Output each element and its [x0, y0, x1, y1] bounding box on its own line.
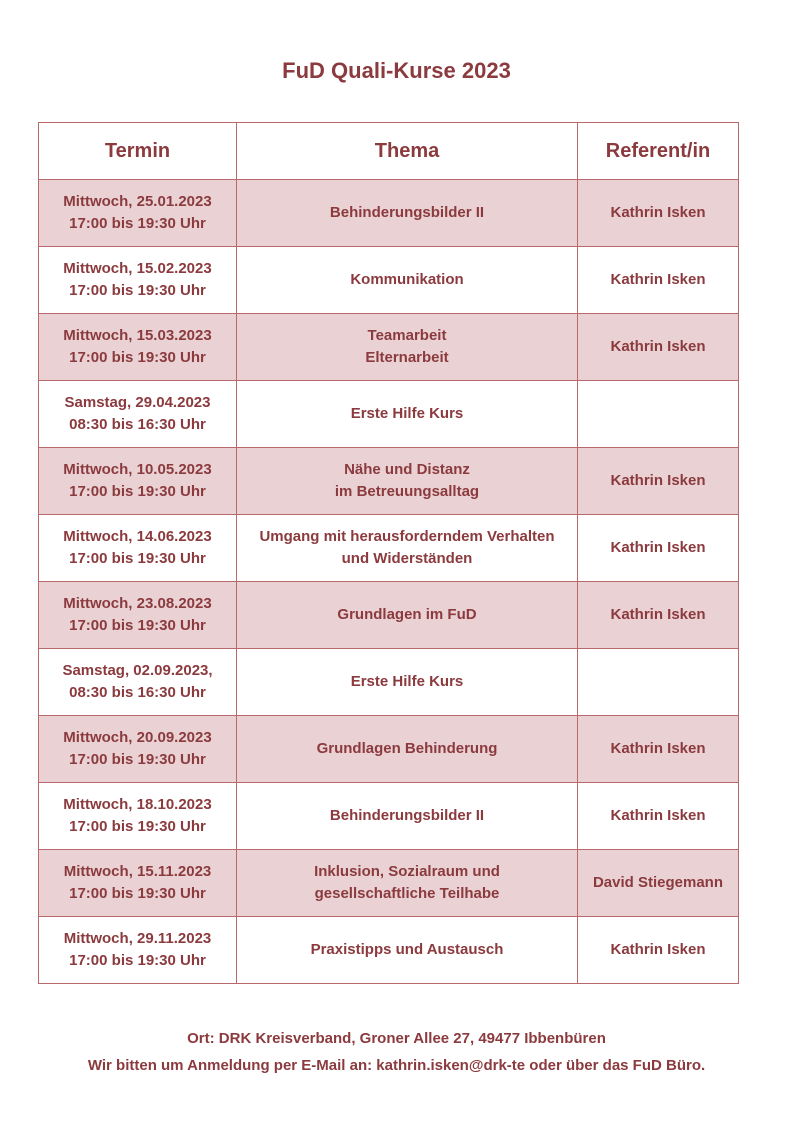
course-date: Mittwoch, 25.01.2023: [63, 193, 212, 210]
course-date: Mittwoch, 15.03.2023: [63, 327, 212, 344]
course-topic: Praxistipps und Austausch: [310, 941, 504, 958]
course-topic: Behinderungsbilder II: [329, 204, 485, 221]
course-topic: Nähe und Distanz: [344, 461, 470, 478]
thema-cell: [237, 448, 578, 515]
termin-cell: [39, 314, 237, 381]
table-row: [39, 180, 739, 247]
referent-cell: Kathrin Isken: [578, 515, 739, 582]
course-time: 17:00 bis 19:30 Uhr: [69, 483, 206, 500]
course-topic: Grundlagen im FuD: [337, 606, 477, 623]
thema-cell: [237, 850, 578, 917]
course-time: 17:00 bis 19:30 Uhr: [69, 751, 206, 768]
course-time: 17:00 bis 19:30 Uhr: [69, 617, 206, 634]
referent-cell: Kathrin Isken: [578, 716, 739, 783]
course-time: 17:00 bis 19:30 Uhr: [69, 550, 206, 567]
course-date: Mittwoch, 10.05.2023: [63, 461, 212, 478]
referent-cell: Kathrin Isken: [578, 247, 739, 314]
course-date: Mittwoch, 14.06.2023: [63, 528, 212, 545]
referent-cell: David Stiegemann: [578, 850, 739, 917]
registration-note: Wir bitten um Anmeldung per E-Mail an: kathrin.isken@drk-te oder über das FuD Büro.: [87, 1057, 706, 1074]
course-topic: Umgang mit herausforderndem Verhalten: [259, 528, 555, 545]
course-time: 17:00 bis 19:30 Uhr: [69, 215, 206, 232]
course-time: 08:30 bis 16:30 Uhr: [69, 684, 206, 701]
course-table: [38, 122, 739, 984]
termin-cell: [39, 247, 237, 314]
page-title: FuD Quali-Kurse 2023: [282, 58, 511, 83]
referent-cell: Kathrin Isken: [578, 448, 739, 515]
course-time: 08:30 bis 16:30 Uhr: [69, 416, 206, 433]
termin-cell: [39, 850, 237, 917]
header-thema: Thema: [237, 123, 578, 180]
course-date: Mittwoch, 18.10.2023: [63, 796, 212, 813]
thema-cell: [237, 180, 578, 247]
course-topic: und Widerständen: [341, 550, 473, 567]
table-body: [39, 180, 739, 984]
termin-cell: [39, 649, 237, 716]
termin-cell: [39, 448, 237, 515]
referent-cell: Kathrin Isken: [578, 582, 739, 649]
header-termin: Termin: [39, 123, 237, 180]
thema-cell: [237, 649, 578, 716]
course-time: 17:00 bis 19:30 Uhr: [69, 818, 206, 835]
thema-cell: [237, 314, 578, 381]
course-topic: Erste Hilfe Kurs: [350, 673, 464, 690]
table-header-row: [39, 123, 739, 180]
location-note: Ort: DRK Kreisverband, Groner Allee 27, 49477 Ibbenbüren: [187, 1030, 606, 1047]
referent-cell: [578, 381, 739, 448]
referent-cell: [578, 649, 739, 716]
thema-cell: [237, 381, 578, 448]
course-time: 17:00 bis 19:30 Uhr: [69, 952, 206, 969]
referent-cell: Kathrin Isken: [578, 917, 739, 984]
table-row: [39, 716, 739, 783]
course-topic: Teamarbeit: [367, 327, 447, 344]
course-topic: gesellschaftliche Teilhabe: [314, 885, 500, 902]
table-row: [39, 917, 739, 984]
termin-cell: [39, 917, 237, 984]
course-topic: Elternarbeit: [365, 349, 449, 366]
table-row: [39, 448, 739, 515]
thema-cell: [237, 783, 578, 850]
termin-cell: [39, 716, 237, 783]
termin-cell: [39, 381, 237, 448]
referent-cell: Kathrin Isken: [578, 314, 739, 381]
table-row: [39, 247, 739, 314]
course-date: Samstag, 02.09.2023,: [62, 662, 213, 679]
course-time: 17:00 bis 19:30 Uhr: [69, 349, 206, 366]
termin-cell: [39, 180, 237, 247]
table-row: [39, 649, 739, 716]
course-topic: Grundlagen Behinderung: [316, 740, 498, 757]
course-time: 17:00 bis 19:30 Uhr: [69, 885, 206, 902]
referent-cell: Kathrin Isken: [578, 180, 739, 247]
course-topic: im Betreuungsalltag: [334, 483, 480, 500]
termin-cell: [39, 783, 237, 850]
course-time: 17:00 bis 19:30 Uhr: [69, 282, 206, 299]
table-row: [39, 314, 739, 381]
table-row: [39, 850, 739, 917]
header-referent: Referent/in: [578, 123, 739, 180]
course-date: Mittwoch, 20.09.2023: [63, 729, 212, 746]
course-date: Mittwoch, 29.11.2023: [63, 930, 212, 947]
course-topic: Kommunikation: [350, 271, 464, 288]
course-date: Mittwoch, 23.08.2023: [63, 595, 212, 612]
table-row: [39, 582, 739, 649]
termin-cell: [39, 515, 237, 582]
thema-cell: [237, 247, 578, 314]
thema-cell: [237, 917, 578, 984]
course-topic: Erste Hilfe Kurs: [350, 405, 464, 422]
course-date: Samstag, 29.04.2023: [64, 394, 211, 411]
course-topic: Inklusion, Sozialraum und: [314, 863, 500, 880]
table-row: [39, 515, 739, 582]
thema-cell: [237, 716, 578, 783]
course-topic: Behinderungsbilder II: [329, 807, 485, 824]
course-date: Mittwoch, 15.02.2023: [63, 260, 212, 277]
table-row: [39, 381, 739, 448]
thema-cell: [237, 582, 578, 649]
termin-cell: [39, 582, 237, 649]
course-date: Mittwoch, 15.11.2023: [63, 863, 212, 880]
thema-cell: [237, 515, 578, 582]
table-row: [39, 783, 739, 850]
referent-cell: Kathrin Isken: [578, 783, 739, 850]
